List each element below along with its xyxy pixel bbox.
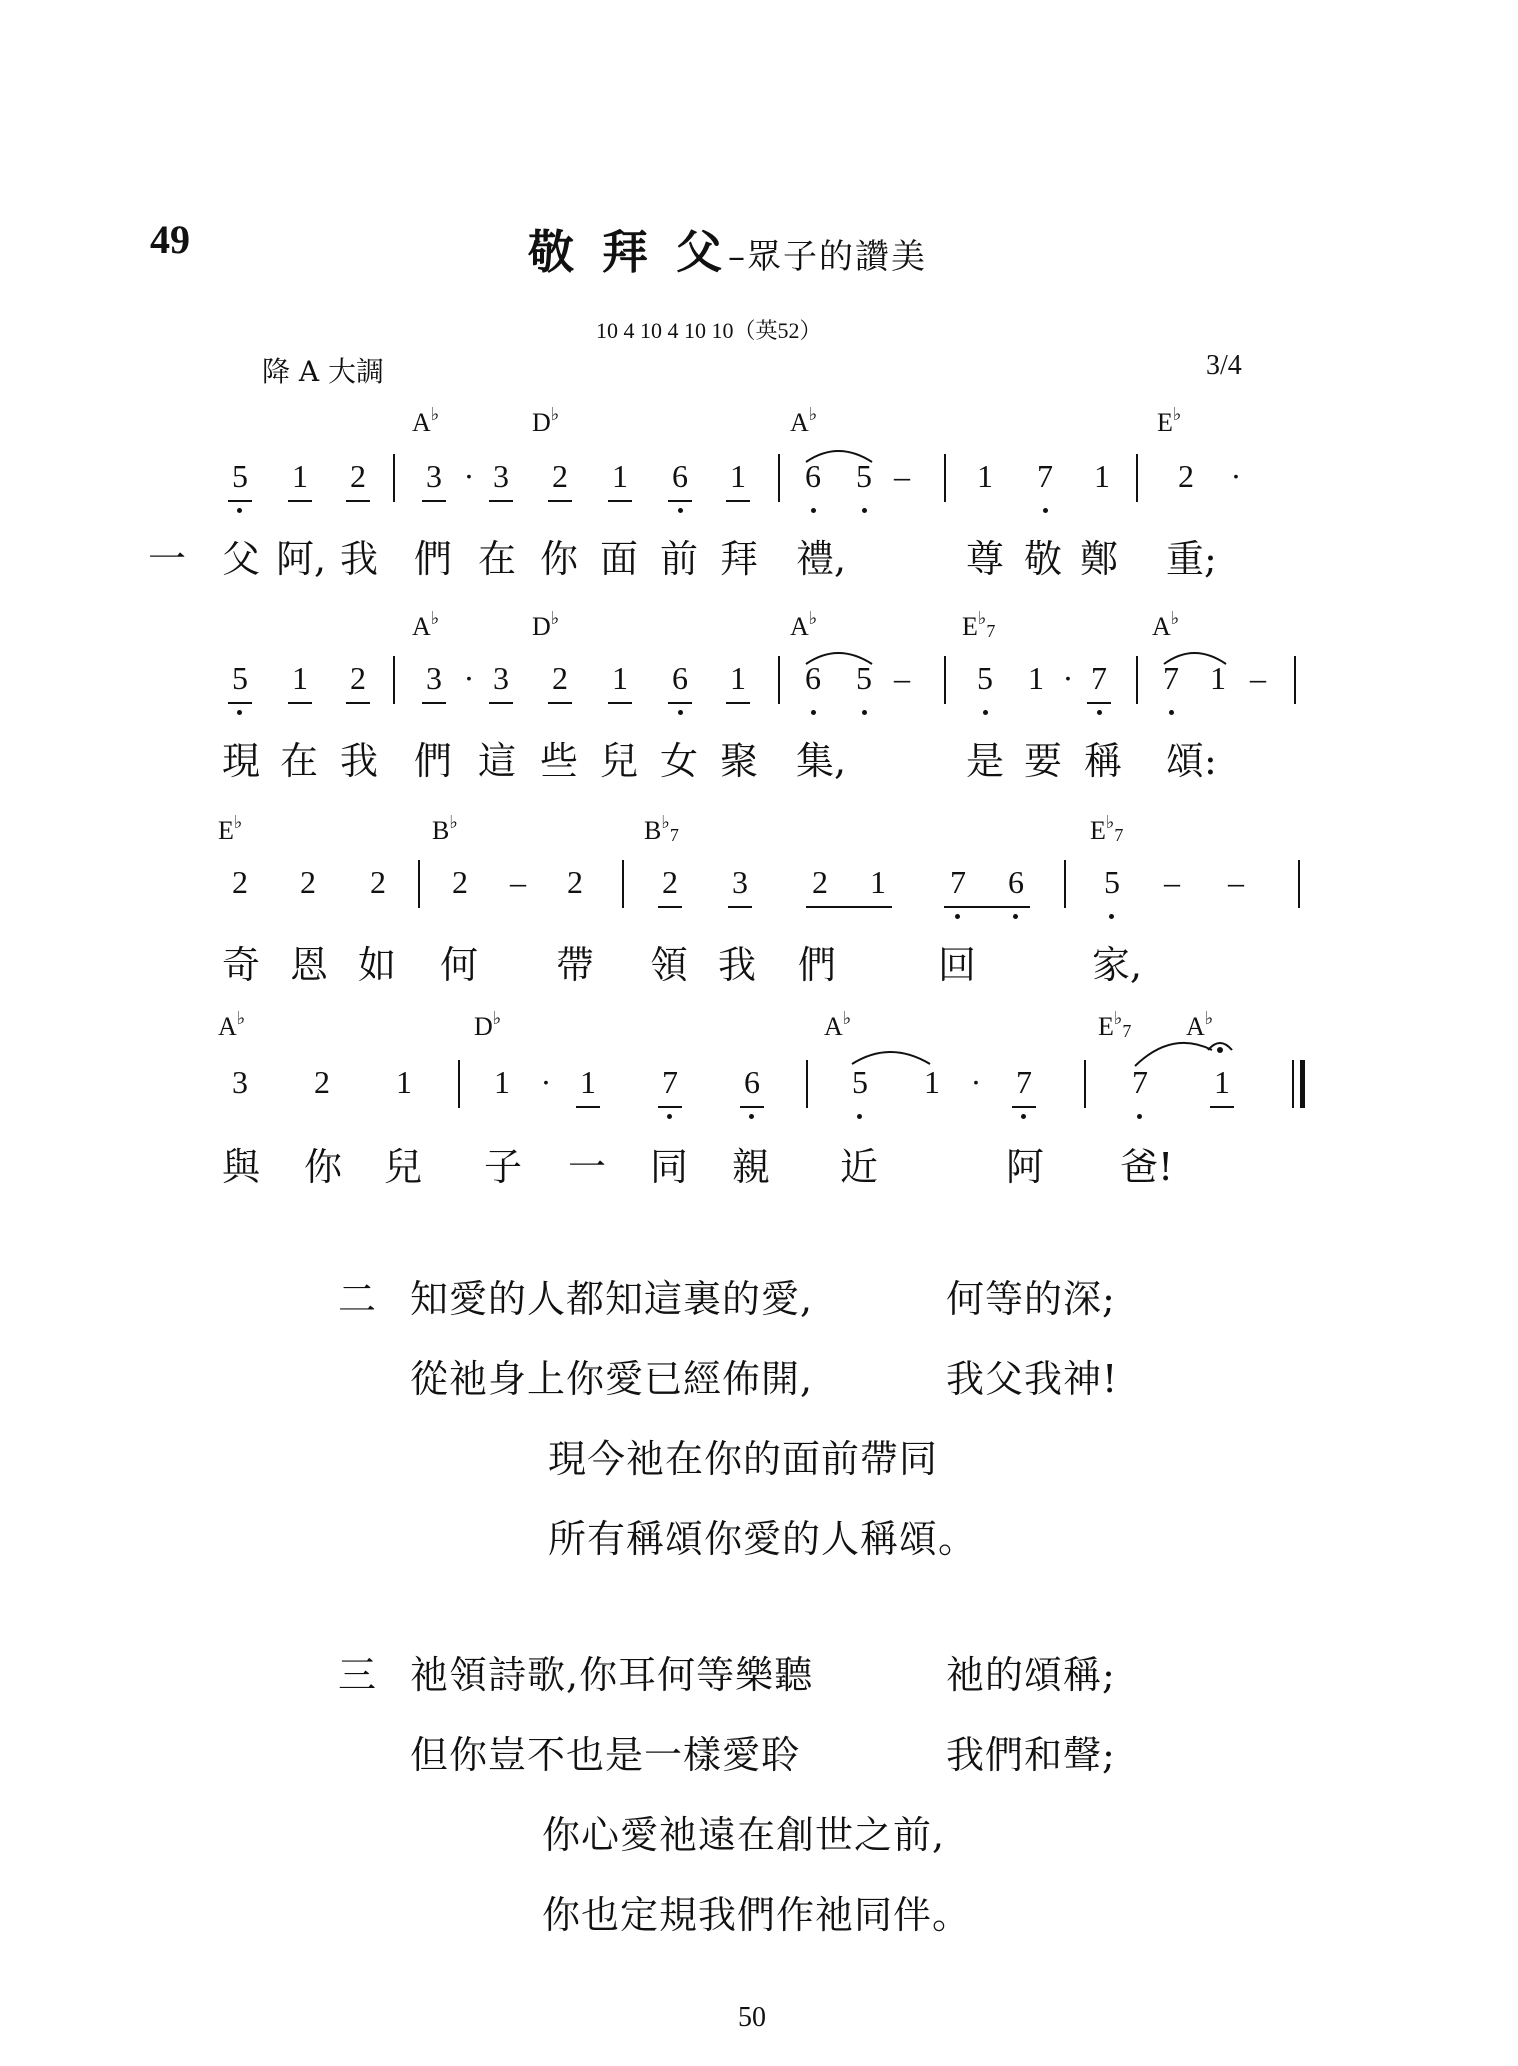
underline	[740, 1106, 764, 1108]
lower-octave-dot	[1109, 914, 1114, 919]
fermata-dot	[1217, 1047, 1223, 1053]
underline	[658, 906, 682, 908]
lyric-char: 家,	[1092, 943, 1143, 987]
lyric-char: 敬	[1024, 537, 1063, 581]
lyric-char: 稱	[1084, 739, 1123, 783]
note-dash: –	[1164, 864, 1180, 900]
underline	[668, 702, 692, 704]
note: 3	[232, 1064, 248, 1100]
bar-line	[458, 1060, 460, 1108]
stanza-line: 所有稱頌你愛的人稱頌。	[548, 1517, 978, 1561]
note: 6	[672, 660, 688, 696]
note: 3	[426, 458, 442, 494]
verse-marker: 三	[338, 1653, 378, 1697]
lyric-char: 在	[280, 739, 319, 783]
chord-symbol: E♭	[218, 812, 243, 845]
note: 2	[662, 864, 678, 900]
note: 2	[300, 864, 316, 900]
stanza-line: 你也定規我們作祂同伴。	[542, 1893, 972, 1937]
chord-symbol: B♭	[432, 812, 458, 845]
lyric-char: 如	[358, 943, 397, 987]
lyric-char: 帶	[556, 943, 595, 987]
lower-octave-dot	[1013, 914, 1018, 919]
title-subtitle: –眾子的讚美	[728, 237, 928, 277]
lyric-char: 們	[798, 943, 837, 987]
lyric-char: 些	[540, 739, 579, 783]
lyric-char: 我	[718, 943, 757, 987]
chord-symbol: A♭	[412, 608, 440, 641]
lyric-char: 與	[222, 1145, 261, 1189]
underline	[346, 702, 370, 704]
lyric-char: 前	[660, 537, 699, 581]
lyric-char: 回	[938, 943, 977, 987]
lyric-char: 這	[478, 739, 517, 783]
note: 2	[552, 660, 568, 696]
lyric-char: 一	[568, 1145, 607, 1189]
note: 2	[232, 864, 248, 900]
lyric-char: 恩	[290, 943, 329, 987]
lyric-char: 在	[478, 537, 517, 581]
chord-symbol: A♭	[790, 608, 818, 641]
chord-symbol: B♭7	[644, 812, 679, 845]
note: 2	[350, 660, 366, 696]
lyric-char: 聚	[720, 739, 759, 783]
underline	[422, 702, 446, 704]
note: 1	[612, 660, 628, 696]
note: 7	[1163, 660, 1179, 696]
underline	[288, 702, 312, 704]
verse-marker: 一	[148, 537, 187, 581]
chord-symbol: A♭	[790, 404, 818, 437]
chord-symbol: A♭	[412, 404, 440, 437]
stanza-line: 知愛的人都知這裏的愛,	[410, 1277, 814, 1321]
bar-line	[1294, 656, 1296, 704]
note: 1	[396, 1064, 412, 1100]
underline	[806, 906, 892, 908]
bar-line	[622, 860, 624, 908]
lower-octave-dot	[678, 710, 683, 715]
lower-octave-dot	[1021, 1114, 1026, 1119]
bar-line	[806, 1060, 808, 1108]
lyric-char: 面	[600, 537, 639, 581]
underline	[548, 702, 572, 704]
note: 2	[370, 864, 386, 900]
stanza-line: 但你豈不也是一樣愛聆	[410, 1733, 801, 1777]
lyric-char: 我	[340, 739, 379, 783]
underline	[1012, 1106, 1036, 1108]
note: 7	[1091, 660, 1107, 696]
note: 3	[732, 864, 748, 900]
bar-line	[944, 656, 946, 704]
note: 2	[452, 864, 468, 900]
lyric-char: 近	[840, 1145, 879, 1189]
note: 5	[856, 660, 872, 696]
note: 1	[1210, 660, 1226, 696]
bar-line	[418, 860, 420, 908]
bar-line	[1136, 656, 1138, 704]
meter: 10 4 10 4 10 10（英52）	[596, 318, 822, 343]
note: 2	[567, 864, 583, 900]
lyric-char: 要	[1024, 739, 1063, 783]
stanza-line: 你心愛祂遠在創世之前,	[542, 1813, 946, 1857]
note: 6	[744, 1064, 760, 1100]
bar-line	[393, 656, 395, 704]
lyric-char: 何	[440, 943, 479, 987]
hymn-number: 49	[150, 217, 190, 262]
note: 6	[805, 660, 821, 696]
underline	[489, 702, 513, 704]
page-number: 50	[738, 2002, 766, 2033]
note: 1	[870, 864, 886, 900]
time-signature: 3/4	[1206, 350, 1242, 381]
note: 1	[612, 458, 628, 494]
note-dot: ·	[1062, 660, 1074, 696]
note-dash: –	[894, 458, 910, 494]
lyric-char: 爸!	[1120, 1145, 1174, 1189]
key-signature: 降 A 大調	[262, 355, 385, 388]
underline	[576, 1106, 600, 1108]
underline	[726, 702, 750, 704]
lyric-char: 尊	[966, 537, 1005, 581]
note-dash: –	[1228, 864, 1244, 900]
lower-octave-dot	[667, 1114, 672, 1119]
lower-octave-dot	[749, 1114, 754, 1119]
lyric-char: 們	[414, 537, 453, 581]
lyric-char: 頌:	[1166, 739, 1217, 783]
note: 1	[1094, 458, 1110, 494]
lower-octave-dot	[1137, 1114, 1142, 1119]
chord-symbol: D♭	[532, 608, 560, 641]
chord-symbol: E♭7	[1090, 812, 1124, 845]
lower-octave-dot	[862, 710, 867, 715]
note: 3	[493, 660, 509, 696]
bar-line	[1298, 860, 1300, 908]
bar-line	[1084, 1060, 1086, 1108]
lyric-char: 我	[340, 537, 379, 581]
underline	[1087, 702, 1111, 704]
note: 5	[852, 1064, 868, 1100]
lyric-char: 現	[222, 739, 261, 783]
slur	[852, 1052, 930, 1064]
final-bar-thin	[1292, 1060, 1294, 1108]
note-dot: ·	[970, 1064, 982, 1100]
chord-symbol: E♭7	[962, 608, 996, 641]
note: 7	[1132, 1064, 1148, 1100]
lyric-char: 禮,	[796, 537, 847, 581]
note: 2	[812, 864, 828, 900]
note: 2	[1178, 458, 1194, 494]
note: 5	[1104, 864, 1120, 900]
lyric-char: 重;	[1166, 537, 1217, 581]
underline	[658, 1106, 682, 1108]
note: 6	[672, 458, 688, 494]
verse-marker: 二	[338, 1277, 378, 1321]
lyric-char: 們	[414, 739, 453, 783]
bar-line	[1064, 860, 1066, 908]
note: 7	[662, 1064, 678, 1100]
note: 7	[1016, 1064, 1032, 1100]
note-dot: ·	[463, 458, 475, 494]
slur	[806, 451, 872, 462]
chord-symbol: A♭	[1152, 608, 1180, 641]
stanza-line: 何等的深;	[946, 1277, 1116, 1321]
note: 2	[350, 458, 366, 494]
chord-symbol: D♭	[532, 404, 560, 437]
note: 6	[1008, 864, 1024, 900]
note-dot: ·	[1230, 458, 1242, 494]
note-dot: ·	[463, 660, 475, 696]
stanza-line: 現今祂在你的面前帶同	[548, 1437, 939, 1481]
lyric-char: 鄭	[1080, 537, 1119, 581]
note: 1	[730, 660, 746, 696]
note: 1	[730, 458, 746, 494]
note: 5	[856, 458, 872, 494]
lyric-char: 父	[222, 537, 261, 581]
note: 6	[805, 458, 821, 494]
chord-symbol: E♭	[1157, 404, 1182, 437]
stanza-line: 我父我神!	[946, 1357, 1119, 1401]
bar-line	[778, 656, 780, 704]
note: 7	[1037, 458, 1053, 494]
lyric-char: 親	[732, 1145, 771, 1189]
note: 2	[552, 458, 568, 494]
note: 3	[493, 458, 509, 494]
lower-octave-dot	[1169, 710, 1174, 715]
slur	[1135, 1043, 1212, 1066]
stanza-line: 我們和聲;	[946, 1733, 1116, 1777]
note-dash: –	[510, 864, 526, 900]
lyric-char: 你	[304, 1145, 343, 1189]
chord-symbol: A♭	[218, 1008, 246, 1041]
lyric-char: 兒	[384, 1145, 423, 1189]
underline	[728, 906, 752, 908]
underline	[1210, 1106, 1234, 1108]
stanza-line: 祂的頌稱;	[946, 1653, 1116, 1697]
lyric-char: 兒	[600, 739, 639, 783]
note: 7	[950, 864, 966, 900]
chord-symbol: D♭	[474, 1008, 502, 1041]
note: 1	[977, 458, 993, 494]
chord-symbol: A♭	[1186, 1008, 1214, 1041]
lower-octave-dot	[955, 914, 960, 919]
underline	[944, 906, 1030, 908]
note: 3	[426, 660, 442, 696]
note: 1	[292, 458, 308, 494]
underline	[228, 702, 252, 704]
note: 1	[494, 1064, 510, 1100]
lower-octave-dot	[857, 1114, 862, 1119]
lyric-char: 奇	[222, 943, 261, 987]
lyric-char: 同	[650, 1145, 689, 1189]
final-bar-thick	[1300, 1060, 1305, 1108]
stanza-line: 祂領詩歌,你耳何等樂聽	[410, 1653, 814, 1697]
note: 5	[977, 660, 993, 696]
lyric-char: 領	[650, 943, 689, 987]
note: 1	[580, 1064, 596, 1100]
lyric-char: 集,	[796, 739, 847, 783]
note: 5	[232, 458, 248, 494]
lyric-char: 子	[484, 1145, 523, 1189]
lower-octave-dot	[983, 710, 988, 715]
chord-symbol: A♭	[824, 1008, 852, 1041]
note: 5	[232, 660, 248, 696]
lower-octave-dot	[1097, 710, 1102, 715]
note-dot: ·	[540, 1064, 552, 1100]
lower-octave-dot	[811, 710, 816, 715]
note: 1	[292, 660, 308, 696]
lyric-char: 是	[966, 739, 1005, 783]
note: 1	[1028, 660, 1044, 696]
lower-octave-dot	[237, 710, 242, 715]
note: 1	[1214, 1064, 1230, 1100]
note-dash: –	[1250, 660, 1266, 696]
lyric-char: 阿,	[276, 537, 327, 581]
stanza-line: 從祂身上你愛已經佈開,	[410, 1357, 814, 1401]
title-main: 敬 拜 父	[528, 225, 729, 279]
note-dash: –	[894, 660, 910, 696]
lyric-char: 拜	[720, 537, 759, 581]
underline	[608, 702, 632, 704]
note: 2	[314, 1064, 330, 1100]
note: 1	[924, 1064, 940, 1100]
lyric-char: 女	[660, 739, 699, 783]
lyric-char: 你	[540, 537, 579, 581]
lyric-char: 阿	[1006, 1145, 1045, 1189]
chord-symbol: E♭7	[1098, 1008, 1132, 1041]
